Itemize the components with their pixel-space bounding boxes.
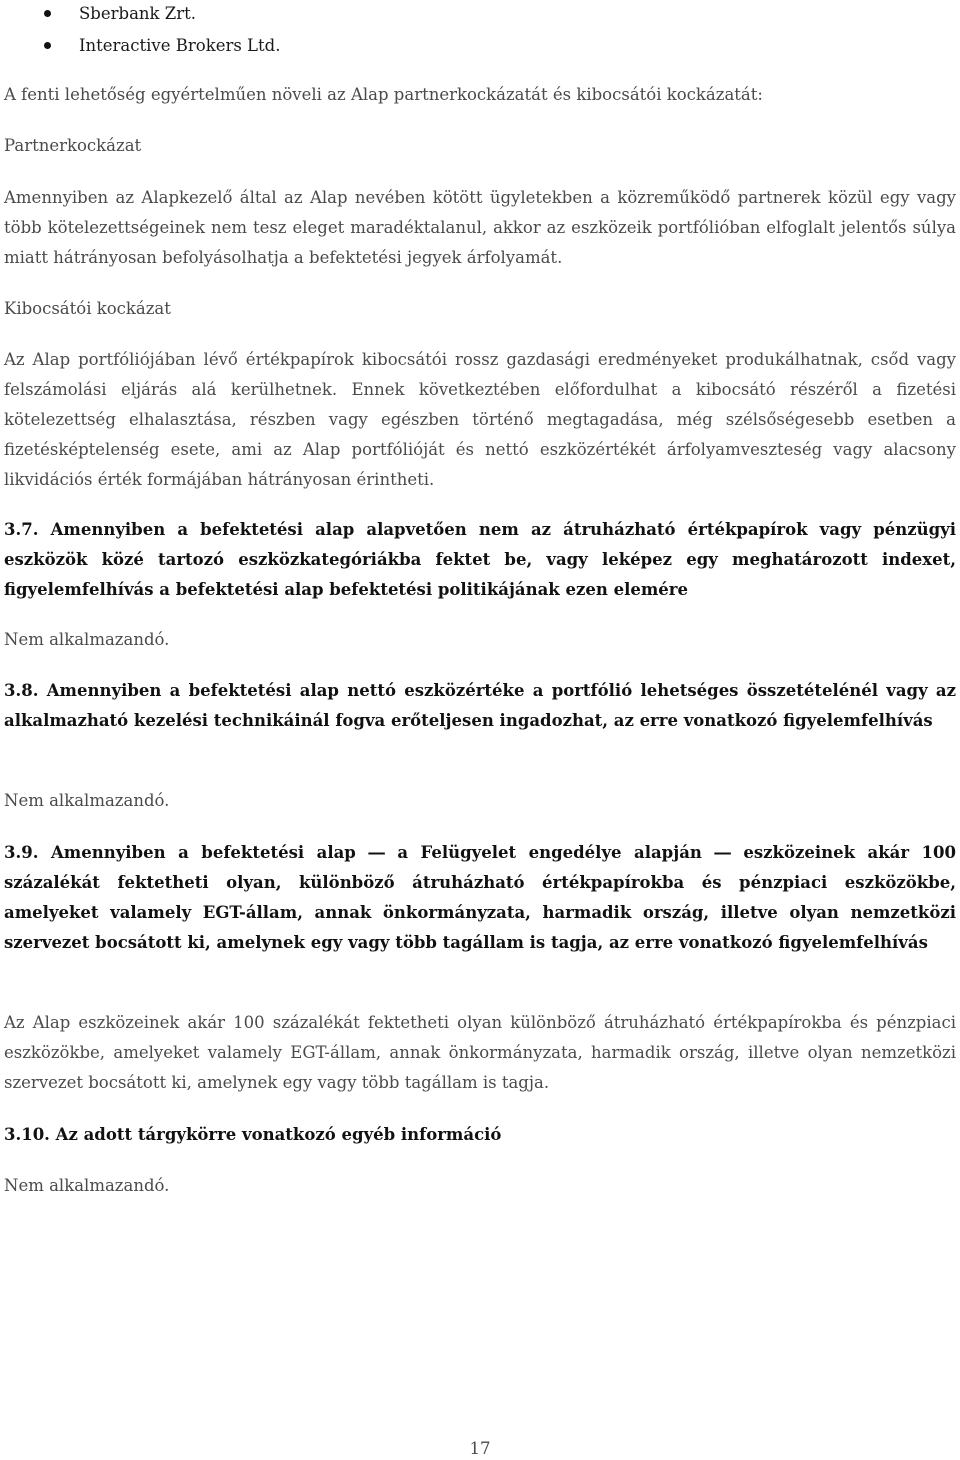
issuer-risk-paragraph: Az Alap portfóliójában lévő értékpapírok kibocsátói rossz gazdasági eredményeket produkálhatnak, csőd vagy felszámolási eljárás alá kerülhetnek. Ennek következtében előfordulhat a kibocsátó részéről a fizetési kötelezettség elhalasztása, részben vagy egészben történő megtagadása, még szélsőségesebb esetben a fizetésképtelenség esete, ami az Alap portfólióját és nettó eszközértékét árfolyamveszteség vagy alacsony likvidációs érték formájában hátrányosan érintheti. bbox=[4, 350, 956, 489]
section-3-8-body: Nem alkalmazandó. bbox=[4, 791, 170, 810]
intro-paragraph: A fenti lehetőség egyértelműen növeli az Alap partnerkockázatát és kibocsátói kockázatát: bbox=[4, 85, 763, 104]
section-3-8-heading: 3.8. Amennyiben a befektetési alap nettó eszközértéke a portfólió lehetséges összetételénél vagy az alkalmazható kezelési technikáinál fogva erőteljesen ingadozhat, az erre vonatkozó figyelemfelhívás bbox=[4, 681, 956, 730]
section-3-7-body: Nem alkalmazandó. bbox=[4, 630, 170, 649]
list-item: Sberbank Zrt. bbox=[40, 0, 280, 32]
section-3-10-heading: 3.10. Az adott tárgykörre vonatkozó egyéb információ bbox=[4, 1125, 502, 1144]
page-number: 17 bbox=[469, 1439, 491, 1458]
issuer-risk-heading: Kibocsátói kockázat bbox=[4, 299, 171, 318]
list-item: Interactive Brokers Ltd. bbox=[40, 32, 280, 64]
section-3-9-heading: 3.9. Amennyiben a befektetési alap ― a Felügyelet engedélye alapján ― eszközeinek akár 100 százalékát fektetheti olyan, különböző átruházható értékpapírokba és pénzpiaci eszközökbe, amelyeket valamely EGT-állam, annak önkormányzata, harmadik ország, illetve olyan nemzetközi szervezet bocsátott ki, amelynek egy vagy több tagállam is tagja, az erre vonatkozó figyelemfelhívás bbox=[4, 843, 956, 952]
partner-risk-paragraph: Amennyiben az Alapkezelő által az Alap nevében kötött ügyletekben a közreműködő partnerek közül egy vagy több kötelezettségeinek nem tesz eleget maradéktalanul, akkor az eszközeik portfólióban elfoglalt jelentős súlya miatt hátrányosan befolyásolhatja a befektetési jegyek árfolyamát. bbox=[4, 188, 956, 267]
section-3-9-body: Az Alap eszközeinek akár 100 százalékát fektetheti olyan különböző átruházható értékpapírokba és pénzpiaci eszközökbe, amelyeket valamely EGT-állam, annak önkormányzata, harmadik ország, illetve olyan nemzetközi szervezet bocsátott ki, amelynek egy vagy több tagállam is tagja. bbox=[4, 1013, 956, 1092]
bullet-list bbox=[40, 0, 280, 64]
partner-risk-heading: Partnerkockázat bbox=[4, 136, 142, 155]
section-3-10-body: Nem alkalmazandó. bbox=[4, 1176, 170, 1195]
section-3-7-heading: 3.7. Amennyiben a befektetési alap alapvetően nem az átruházható értékpapírok vagy pénzügyi eszközök közé tartozó eszközkategóriákba fektet be, vagy leképez egy meghatározott indexet, figyelemfelhívás a befektetési alap befektetési politikájának ezen elemére bbox=[4, 520, 956, 599]
